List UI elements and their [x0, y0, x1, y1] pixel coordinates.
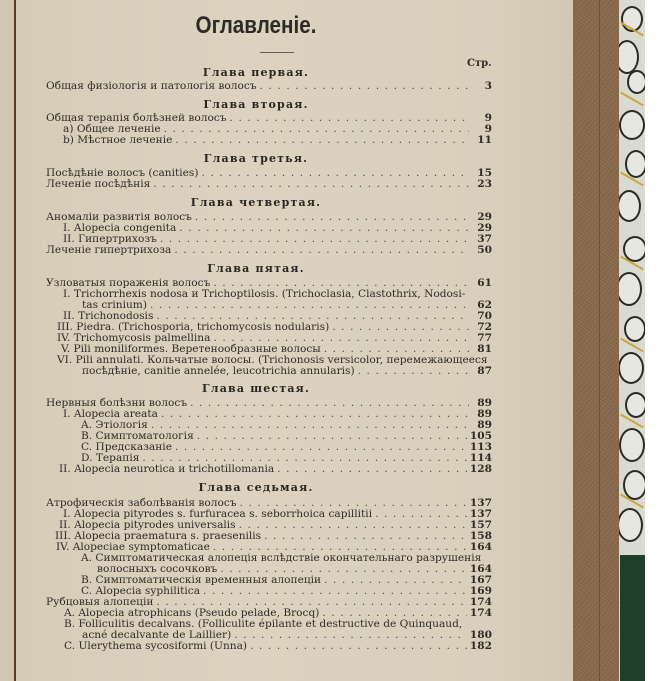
book-page [16, 0, 573, 681]
entry-title: I. Alopecia pityrodes s. furfuracea s. seborrhoica capillitii [63, 508, 373, 520]
entry-page: 105 [469, 430, 492, 442]
entry-title: B. Folliculitis decalvans. (Folliculite épilante et destructive de Quinquaud, [64, 618, 463, 630]
toc-entry[interactable] [46, 177, 492, 190]
entry-page: 89 [477, 397, 492, 409]
entry-title: Атрофическія заболѣванія волосъ [46, 497, 237, 509]
entry-page: 77 [477, 332, 492, 344]
leader-dots [174, 244, 469, 256]
entry-page: 180 [469, 629, 492, 641]
entry-title: II. Alopecia neurotica и trichotillomania [59, 463, 275, 475]
entry-page: 182 [469, 640, 492, 652]
entry-page: 23 [477, 178, 492, 190]
entry-page: 137 [469, 508, 492, 520]
entry-title: A. Симптоматическая алопеція вслѣдствіе окончательнаго разрушенія [81, 552, 482, 564]
entry-page: 164 [469, 541, 492, 553]
entry-page: 169 [469, 585, 492, 597]
entry-page: 62 [477, 299, 492, 311]
leader-dots [175, 134, 469, 146]
entry-title: Леченіе посѣдѣнія [46, 178, 151, 190]
entry-page: 11 [477, 134, 492, 146]
entry-title-continuation: acné decalvante de Laillier) [82, 629, 232, 641]
entry-title-continuation: волосныхъ сосочковъ [97, 563, 218, 575]
entry-title: Леченіе гипертрихоза [46, 244, 172, 256]
toc-entry[interactable] [59, 462, 492, 475]
previous-page-edge [0, 0, 15, 681]
entry-page: 89 [477, 408, 492, 420]
entry-page: 72 [477, 321, 492, 333]
page-column-label: Стр. [467, 58, 492, 69]
chapter-heading: Глава пятая. [207, 262, 305, 275]
entry-title: Общая физіологія и патологія волосъ [46, 80, 257, 92]
entry-title: Аномаліи развитія волосъ [46, 211, 192, 223]
background [645, 0, 659, 681]
entry-page: 29 [477, 211, 492, 223]
chapter-heading: Глава четвертая. [190, 196, 322, 209]
entry-title: IV. Trichomycosis palmellina [57, 332, 211, 344]
book-cover-board [573, 0, 619, 681]
green-cloth-corner [620, 555, 646, 681]
entry-page: 50 [477, 244, 492, 256]
toc-entry[interactable] [63, 133, 492, 146]
entry-title: II. Trichonodosis [63, 310, 154, 322]
entry-title-continuation: посѣдѣніе, canitie annelée, leucotrichia annularis) [82, 365, 355, 377]
entry-title: a) Общее леченіе [63, 123, 161, 135]
entry-page: 137 [469, 497, 492, 509]
entry-title: IV. Alopeciae symptomaticae [56, 541, 210, 553]
entry-title: II. Гипертрихозъ [63, 233, 157, 245]
toc-entry[interactable] [64, 639, 492, 652]
entry-page: 70 [477, 310, 492, 322]
entry-title: I. Alopecia congenita [63, 222, 177, 234]
entry-title: C. Ulerythema sycosiformi (Unna) [64, 640, 248, 652]
entry-page: 3 [484, 80, 492, 92]
entry-page: 37 [477, 233, 492, 245]
entry-title: III. Piedra. (Trichosporia, trichomycosis nodularis) [57, 321, 330, 333]
entry-title: B. Симптоматическія временныя алопеціи [81, 574, 322, 586]
chapter-heading: Глава третья. [203, 152, 309, 165]
entry-page: 164 [469, 563, 492, 575]
entry-page: 87 [477, 365, 492, 377]
chapter-heading: Глава вторая. [203, 98, 309, 111]
entry-page: 9 [484, 112, 492, 124]
entry-page: 81 [477, 343, 492, 355]
toc-entry[interactable] [46, 243, 492, 256]
toc-entry-continuation[interactable] [82, 364, 492, 377]
entry-page: 174 [469, 607, 492, 619]
entry-page: 15 [477, 167, 492, 179]
entry-title: I. Alopecia areata [63, 408, 158, 420]
entry-title: C. Предсказаніе [81, 441, 172, 453]
entry-title: II. Alopecia pityrodes universalis [59, 519, 236, 531]
entry-page: 167 [469, 574, 492, 586]
entry-page: 128 [469, 463, 492, 475]
leader-dots [153, 178, 469, 190]
cover-fold-line [599, 0, 600, 681]
entry-page: 89 [477, 419, 492, 431]
page-title: Оглавленіе. [195, 12, 317, 39]
entry-title: C. Alopecia syphilitica [81, 585, 201, 597]
entry-title: B. Симптоматологія [81, 430, 194, 442]
entry-title: III. Alopecia praematura s. praesenilis [55, 530, 262, 542]
entry-title: Рубцовыя алопеціи [46, 596, 154, 608]
toc-entry[interactable] [46, 79, 492, 92]
entry-title: Узловатыя пораженія волосъ [46, 277, 211, 289]
entry-title: V. Pili moniliformes. Веретенообразные волосы [61, 343, 321, 355]
leader-dots [277, 463, 467, 475]
entry-title: Общая терапія болѣзней волосъ [46, 112, 227, 124]
entry-title: Нервныя болѣзни волосъ [46, 397, 188, 409]
entry-title: D. Терапія [81, 452, 140, 464]
leader-dots [358, 365, 469, 377]
leader-dots [260, 80, 469, 92]
entry-title: I. Trichorrhexis nodosa и Trichoptilosis. (Trichoclasia, Clastothrix, Nodosi- [63, 288, 466, 300]
chapter-heading: Глава шестая. [201, 382, 311, 395]
entry-title: b) Мѣстное леченіе [63, 134, 173, 146]
entry-page: 29 [477, 222, 492, 234]
entry-title: VI. Pili annulati. Кольчатые волосы. (Trichonosis versicolor, перемежающееся [57, 354, 488, 366]
leader-dots [250, 640, 467, 652]
entry-page: 114 [469, 452, 492, 464]
entry-page: 61 [477, 277, 492, 289]
entry-page: 174 [469, 596, 492, 608]
entry-title: A. Этіологія [81, 419, 148, 431]
chapter-heading: Глава седьмая. [198, 481, 314, 494]
entry-title-continuation: tas crinium) [82, 299, 147, 311]
entry-page: 158 [469, 530, 492, 542]
entry-page: 9 [484, 123, 492, 135]
table-of-contents [16, 0, 573, 681]
entry-title: A. Alopecia atrophicans (Pseudo pelade, Brocq) [64, 607, 320, 619]
entry-page: 157 [469, 519, 492, 531]
entry-title: Посѣдѣніе волосъ (canities) [46, 167, 199, 179]
entry-page: 113 [469, 441, 492, 453]
chapter-heading: Глава первая. [202, 66, 310, 79]
